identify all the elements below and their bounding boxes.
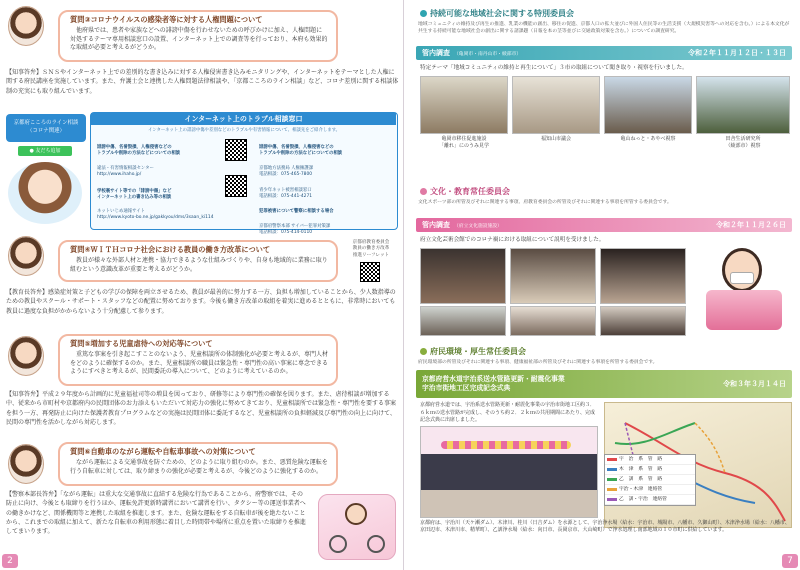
legend-label: 宇 治 系 管 路 (619, 457, 663, 462)
woman-face (722, 248, 762, 292)
photo-caption: 田舎生活研究所 （綾部市）視察 (725, 136, 761, 149)
section-3-band-title-1: 京都府営水道宇治系送水管路更新・耐震化事業 (422, 374, 565, 383)
legend-swatch (607, 478, 617, 481)
section-2-heading-text: 文化・教育常任委員会 (430, 187, 510, 196)
section-1-band-date: 令和２年１１月１２日・１３日 (688, 49, 786, 57)
legend-label: 乙 訓・宇治 連絡管 (619, 497, 667, 502)
section-2-band-label: 管内調査 (422, 221, 450, 229)
photo-ceremony (420, 426, 598, 518)
line-icon: ● (29, 148, 34, 154)
legend-swatch (607, 488, 617, 491)
cyclist-face (345, 503, 367, 525)
question-4-text: 教員が様々な外部人材と連携・協力できるような仕組みづくりや、自身も地域的に業務に取り組むという意識改革が重要と考えるがどうか。 (70, 257, 328, 273)
map-legend-item (605, 485, 695, 495)
map-legend-rows (605, 455, 695, 505)
mask-woman-illustration (704, 238, 784, 334)
question-3-box (58, 10, 338, 62)
face-mask (730, 272, 754, 284)
section-2-lead: 府立文化芸術会館でのコロナ禍における取組について説明を受けました。 (420, 237, 605, 243)
internet-trouble-box (90, 112, 398, 236)
consult-col1-item[interactable]: ネットいじめ通報サイト http://www.kyoto-bo.ne.jp/gakkyou/dms/3saan_ki114 (97, 209, 214, 221)
question-3-text: 他府県では、患者や家族などへの誹謗中傷を行わせないための呼びかけに加え、人権問題に対処するテーマ専用相談窓口の設置、インターネット上での調査等を行っており、本府も効果的な取組が必要と考えるがどうか。 (70, 27, 328, 52)
friend-add-label: 友だち追加 (35, 148, 61, 154)
consult-col2-item: 犯罪被害について警察に相談する場合 (259, 209, 334, 215)
photo-meeting (510, 306, 596, 336)
question-6-title: 質問⑥自動車のながら運転や自転車事故への対策について (70, 447, 256, 456)
section-2-band-date: 令和２年１１月２６日 (716, 221, 786, 229)
legend-swatch (607, 498, 617, 501)
consult-column-1 (97, 139, 221, 227)
consult-col1-item[interactable]: 違法・有害情報相談センター http://www.ihaho.jp/ (97, 165, 154, 177)
question-5-title: 質問⑤増加する児童虐待への対応等について (70, 339, 213, 348)
consult-column-2 (259, 139, 395, 242)
page-number-left: 2 (2, 554, 18, 568)
section-3-desc: 府民環境部の所管及びそれに関連する事項、健康福祉部の所管及びそれに関連する事項を所管する委員会です。 (418, 360, 658, 365)
question-4-box (58, 240, 338, 282)
bicycle-wheel (329, 535, 347, 553)
map-legend (604, 454, 696, 506)
qr-code-leaflet (360, 262, 380, 282)
question-5-box (58, 334, 338, 386)
photo-fukuchiyama (512, 76, 600, 134)
theater-seat (706, 290, 782, 330)
section-3-band-date: 令和３年３月１４日 (723, 380, 786, 388)
section-3-footer: 京都府は、宇治川（天ケ瀬ダム）、木津川、桂川（日吉ダム）を水源として、宇治浄水場（給水：宇治市、城陽市、八幡市、久御山町）、木津浄水場（給水：八幡市、京田辺市、木津川市、精華町）、乙訓浄水場（給水：向日市、長岡京市、大山崎町）で浄水処理し南部地域の１０市町に供給しています。 (420, 520, 790, 534)
section-3-heading (420, 346, 526, 357)
consult-col2-item: 誹謗中傷、名誉毀損、人権侵害などの トラブルや削除の方法などについての相談 (259, 144, 343, 156)
ribbon-decoration (441, 441, 571, 449)
consult-col1-item: 学校裏サイト等での「誹謗中傷」など インターネット上の書き込み等の相談 (97, 188, 172, 200)
answer-4: 【教育長答弁】感染症対策と子どもの学びの保障を両立させるため、教員が最善的に努力する一方、負担も増加していることから、少人数指導のための教員やスクール・サポート・スタッフなどの配置に努めております。今後も働き方改革の取組を着実に進めるとともに、非常時においても教員に過度な負担がかからないよう十分配慮して参ります。 (6, 289, 396, 315)
answer-6: 【警察本部長答弁】「ながら運転」は重大な交通事故に直結する危険な行為であることから、府警察では、その防止に向け、今後とも取締りを行うほか、運転免許更新時講習において講習を行い、タクシー等の運送事業者への働きかけなど、関係機関等と連携した取組を推進します。また、危険な運転をする自転車が後を絶たないことから、これまでの取組に加えて、新たな自転車の利用形態に着目した時間帯や場所に重点を置いた取締りを推進してまいります。 (6, 491, 306, 536)
answer-3: 【知事答弁】ＳＮＳやインターネット上での差別的な書き込みに対する人権侵害書き込みモニタリングや、インターネットをテーマとした人権に関する府民講座を実施しています。また、弁護士会と連携した人権問題法律相談や、「京都こころのライン相談」など、コロナ差別に関する相談体制の充実にも取り組んでいます。 (6, 69, 399, 95)
internet-trouble-title: インターネット上のトラブル相談窓口 (91, 113, 396, 125)
map-legend-item (605, 455, 695, 465)
member-avatar (8, 336, 44, 376)
legend-label: 木 津 系 管 路 (619, 467, 663, 472)
legend-label: 宇治・木津 連絡管 (619, 487, 663, 492)
qr-code-2 (225, 175, 247, 197)
section-2-desc: 文化スポーツ部の所管及びそれに関連する事項、府教育委員会の所管及びそれに関連する事項を所管する委員会です。 (418, 200, 672, 205)
legend-label: 乙 訓 系 管 路 (619, 477, 663, 482)
question-4-title: 質問④ＷＩＴＨコロナ社会における教員の働き方改革について (70, 245, 271, 254)
section-2-heading (420, 186, 510, 197)
section-3-band-title-2: 宇治市街地工区完成記念式典 (422, 384, 511, 392)
photo-kameoka (420, 76, 508, 134)
section-3-band (416, 370, 792, 398)
internet-trouble-sub: インターネット上の誹謗中傷や差別などのトラブルや有害情報について、相談先をご紹介します。 (147, 128, 341, 133)
section-1-heading-text: 持続可能な地域社会に関する特別委員会 (430, 9, 574, 18)
member-avatar (8, 236, 44, 276)
section-1-band (416, 46, 792, 60)
phone-woman-illustration (8, 162, 82, 224)
kokoro-line-badge (6, 114, 86, 142)
photo-caption: 福知山市議会 (540, 136, 571, 142)
consultation-section (4, 112, 400, 236)
photo-auditorium (600, 248, 686, 304)
map-legend-item (605, 465, 695, 475)
bullet-icon (420, 348, 427, 355)
map-legend-item (605, 495, 695, 505)
question-6-text: ながら運転による交通事故を防ぐための、どのように取り組むのか。また、悪質危険な運転を行う自転車に対しては、取り締まりの強化が必要と考えるが、今後どのように強化するのか。 (70, 459, 328, 475)
consult-col2-item: 京都地方法務局 人権擁護課 電話相談：075-465-7800 (259, 165, 314, 177)
consult-col2-item: 京都府警察本部 サイバー犯罪対策課 電話相談：075-414-0110 (259, 224, 331, 236)
member-avatar (8, 444, 44, 484)
consult-col1-item: 誹謗中傷、名誉毀損、人権侵害などの トラブルや削除の方法などについての相談 (97, 144, 181, 156)
bullet-icon (420, 10, 427, 17)
bicycle-wheel (367, 535, 385, 553)
bullet-icon (420, 188, 427, 195)
section-3-heading-text: 府民環境・厚生常任委員会 (430, 347, 526, 356)
photo-stage (510, 248, 596, 304)
legend-swatch (607, 458, 617, 461)
photo-inaka (696, 76, 790, 134)
consult-col2-item: 青少年ネット被害相談窓口 電話相談：075-441-4271 (259, 187, 313, 199)
question-5-text: 重篤な事案を引き起こすことのないよう、児童相談所の体制強化が必要と考えるが、専門人材をどのように確保するのか。また、児童相談所の職員は緊急性・専門性の高い事案に専念できるようにすべきと考えるが、民間委託の導入について、どのように考えているのか。 (70, 351, 329, 376)
legend-swatch (607, 468, 617, 471)
page-number-right: 7 (782, 554, 798, 568)
section-3-lead: 京都府営水道では、宇治系送水管路更新・耐震化事業の宇治市街地工区約３．６ｋｍの送水管路が完成し、そのうち約２．２ｋｍの共用期間にあたり、完成記念式典に出席しました。 (420, 402, 596, 423)
photo-kameyama (604, 76, 692, 134)
map-legend-item (605, 475, 695, 485)
section-1-desc: 地域コミュニティの維持及び再生の推進、乳業の機能の創出、移住の促進、京都人口の拡大並びに外国人住民等の生活支援（大規模災害等への対応を含む。）による本文化が共生する持続可能な地域社会の創出に関する諸課題（日報を本の茎等並びに交通政策対策を含む。）についての調査研究。 (418, 22, 790, 34)
section-1-heading (420, 8, 574, 19)
question-6-box (58, 442, 338, 486)
answer-5: 【知事答弁】平成２９年度から計画的に児童福祉司等の増員を図っており、研修等により専門性の確保を図ります。また、虐待相談が増加する中、従来から市町村や京都府内の民間団体のお力添えもいただいて対応力の強化に努めてきており、児童相談所では緊急性・専門性を要する事案を担う一方、再発防止に向けた保護者教育プログラムなどの実施は民間団体に委託するなど、児童相談所の負担軽減及び専門性の向上に向けて、民間の専門性を活かしながら対応します。 (6, 391, 397, 426)
friend-add-button[interactable] (18, 146, 72, 156)
photo-seats (600, 306, 686, 336)
kokoro-line-badge-title: 京都府こころのライン相談 (13, 120, 79, 126)
section-1-band-label: 管内調査 (422, 49, 450, 57)
qr-code-1 (225, 139, 247, 161)
photo-lobby (420, 306, 506, 336)
section-2-band (416, 218, 792, 232)
photo-caption: 亀山ねっと・あやべ視察 (620, 136, 676, 142)
photo-hall (420, 248, 506, 304)
question-3-title: 質問③コロナウイルスの感染者等に対する人権問題について (70, 15, 263, 24)
bicycle-woman-illustration (318, 494, 396, 560)
section-1-lead: 特定テーマ「地域コミュニティの維持と再生について」３市の取組について聞き取り・視察を行いました。 (420, 65, 688, 71)
kokoro-line-badge-sub: （コロナ関連） (27, 128, 65, 134)
member-avatar (8, 6, 44, 46)
leaflet-caption: 京都府教育委員会 教員の働き方改革 推進リーフレット (352, 240, 390, 258)
section-1-band-places: （亀岡市・南丹山市・綾部市） (454, 52, 522, 57)
photo-caption: 亀岡市移住促進施設 「離れ」にのうみ見学 (438, 136, 489, 149)
section-2-band-places: （府立文化施設施設） (454, 224, 502, 229)
